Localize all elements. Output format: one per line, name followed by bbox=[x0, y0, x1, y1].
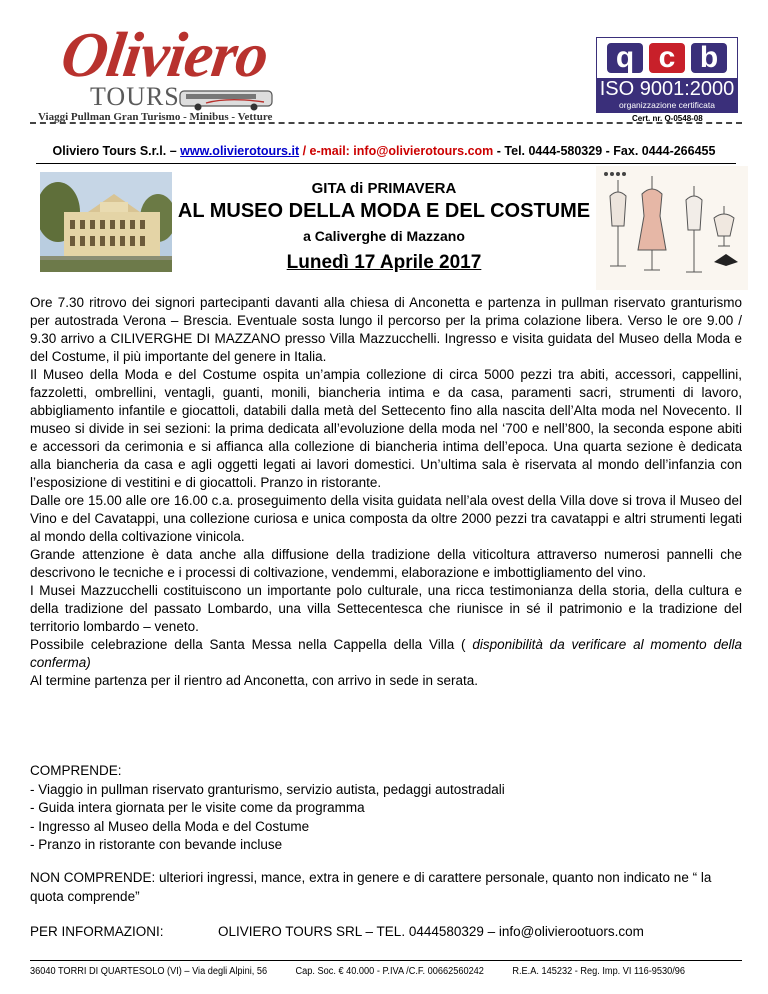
qcb-letter-b: b bbox=[691, 43, 727, 73]
paragraph: Al termine partenza per il rientro ad Anconetta, con arrivo in sede in serata. bbox=[30, 673, 478, 688]
phone-fax: - Tel. 0444-580329 - Fax. 0444-266455 bbox=[493, 144, 716, 158]
bus-icon bbox=[178, 88, 278, 112]
list-item: - Ingresso al Museo della Moda e del Costume bbox=[30, 818, 310, 834]
list-item: - Guida intera giornata per le visite come da programma bbox=[30, 800, 365, 815]
footer bbox=[30, 966, 685, 977]
email-link[interactable]: / e-mail: info@olivierotours.com bbox=[299, 144, 494, 158]
footer-address: 36040 TORRI DI QUARTESOLO (VI) – Via degli Alpini, 56 bbox=[30, 966, 268, 977]
paragraph: I Musei Mazzucchelli costituiscono un importante polo culturale, una ricca testimonianza della storia, della cultura e della tradizione del passato Lombardo, una villa Settecentesca che riunisce in sé il patrimonio e la tradizione del territorio lombardo – veneto. bbox=[30, 583, 742, 634]
paragraph: Grande attenzione è data anche alla diffusione della tradizione della viticoltura attraverso numerosi pannelli che descrivono le tecniche e i processi di coltivazione, vendemmi, elaborazione e imbottigliamento del vino. bbox=[30, 547, 742, 580]
comprende-heading: COMPRENDE: bbox=[30, 763, 122, 778]
title-date: Lunedì 17 Aprile 2017 bbox=[286, 252, 482, 273]
contact-line bbox=[0, 144, 768, 158]
qcb-letter-c: c bbox=[649, 43, 685, 73]
iso-subtitle: organizzazione certificata bbox=[619, 100, 715, 110]
iso-label bbox=[597, 78, 737, 112]
logo-tagline: Viaggi Pullman Gran Turismo - Minibus - Vetture bbox=[38, 111, 273, 123]
comprende-section bbox=[30, 762, 742, 855]
oliviero-tours-logo bbox=[18, 14, 318, 132]
cert-number: Cert. nr. Q-0548-08 bbox=[632, 114, 703, 123]
footer-rea: R.E.A. 145232 - Reg. Imp. VI 116-9530/96 bbox=[512, 966, 686, 977]
title-line-2: AL MUSEO DELLA MODA E DEL COSTUME bbox=[177, 200, 591, 222]
per-informazioni-value: OLIVIERO TOURS SRL – TEL. 0444580329 – info@olivierootuors.com bbox=[218, 924, 644, 939]
paragraph: Il Museo della Moda e del Costume ospita un’ampia collezione di circa 5000 pezzi tra abiti, accessori, cappellini, fazzoletti, ombrellini, ventagli, guanti, monili, biancheria intima e da casa, paramenti sacri, strumenti di lavoro, abbigliamento infantile e giocattoli, databili dalla metà del Settecento fino alla nascita dell’Alta moda nel Novecento. Il museo si divide in sei sezioni: la prima dedicata all’evoluzione della moda nel ‘700 e nell’800, la seconda espone abiti e accessori da cerimonia e si affianca alla collezione di biancheria intima dell’epoca. Una quarta sezione è dedicata alla biancheria da casa e agli oggetti legati ai lavori domestici. Un’ultima sala è riservata al mondo dell’infanzia con l’esposizione di vestitini e di giocattoli. Pranzo in ristorante. bbox=[30, 367, 742, 490]
qcb-certification-badge bbox=[596, 37, 738, 113]
paragraph: Dalle ore 15.00 alle ore 16.00 c.a. proseguimento della visita guidata nell’ala ovest della Villa dove si trova il Museo del Vino e del Cavatappi, una collezione curiosa e unica composta da oltre 2000 pezzi tra cavatappi e altri strumenti legati al mondo della coltivazione vinicola. bbox=[30, 493, 742, 544]
title-line-3: a Caliverghe di Mazzano bbox=[303, 228, 465, 244]
program-body bbox=[30, 294, 742, 690]
footer-capital: Cap. Soc. € 40.000 - P.IVA /C.F. 00662560242 bbox=[295, 966, 484, 977]
qcb-letters bbox=[597, 38, 737, 78]
dashed-divider bbox=[30, 122, 742, 125]
paragraph-text: Possibile celebrazione della Santa Messa nella Cappella della Villa ( bbox=[30, 637, 473, 652]
footer-divider bbox=[30, 960, 742, 961]
list-item: - Pranzo in ristorante con bevande incluse bbox=[30, 837, 283, 852]
logo-sub: TOURS bbox=[90, 82, 180, 111]
paragraph bbox=[30, 636, 742, 672]
logo-name: Oliviero bbox=[57, 19, 273, 90]
paragraph-italic-note: disponibilità da verificare al momento della conferma) bbox=[30, 637, 742, 670]
website-link[interactable]: www.olivierotours.it bbox=[180, 144, 300, 158]
list-item: - Viaggio in pullman riservato granturismo, servizio autista, pedaggi autostradali bbox=[30, 781, 505, 797]
non-comprende-section: NON COMPRENDE: ulteriori ingressi, mance, extra in genere e di carattere personale, quanto non indicato ne “ la quota comprende” bbox=[30, 870, 712, 904]
contact-divider bbox=[36, 163, 736, 164]
title-line-1: GITA di PRIMAVERA bbox=[311, 180, 457, 197]
iso-title: ISO 9001:2000 bbox=[599, 78, 735, 100]
per-informazioni-label: PER INFORMAZIONI: bbox=[30, 924, 164, 939]
company-name: Oliviero Tours S.r.l. – bbox=[52, 144, 181, 158]
qcb-letter-q: q bbox=[607, 43, 643, 73]
paragraph: Ore 7.30 ritrovo dei signori partecipanti davanti alla chiesa di Anconetta e partenza in pullman riservato granturismo per autostrada Verona – Brescia. Eventuale sosta lungo il percorso per la prima colazione libera. Verso le ore 9.00 / 9.30 arrivo a CILIVERGHE DI MAZZANO presso Villa Mazzucchelli. Ingresso e visita guidata del Museo della Moda e del Costume, il più importante del genere in Italia. bbox=[30, 295, 742, 364]
